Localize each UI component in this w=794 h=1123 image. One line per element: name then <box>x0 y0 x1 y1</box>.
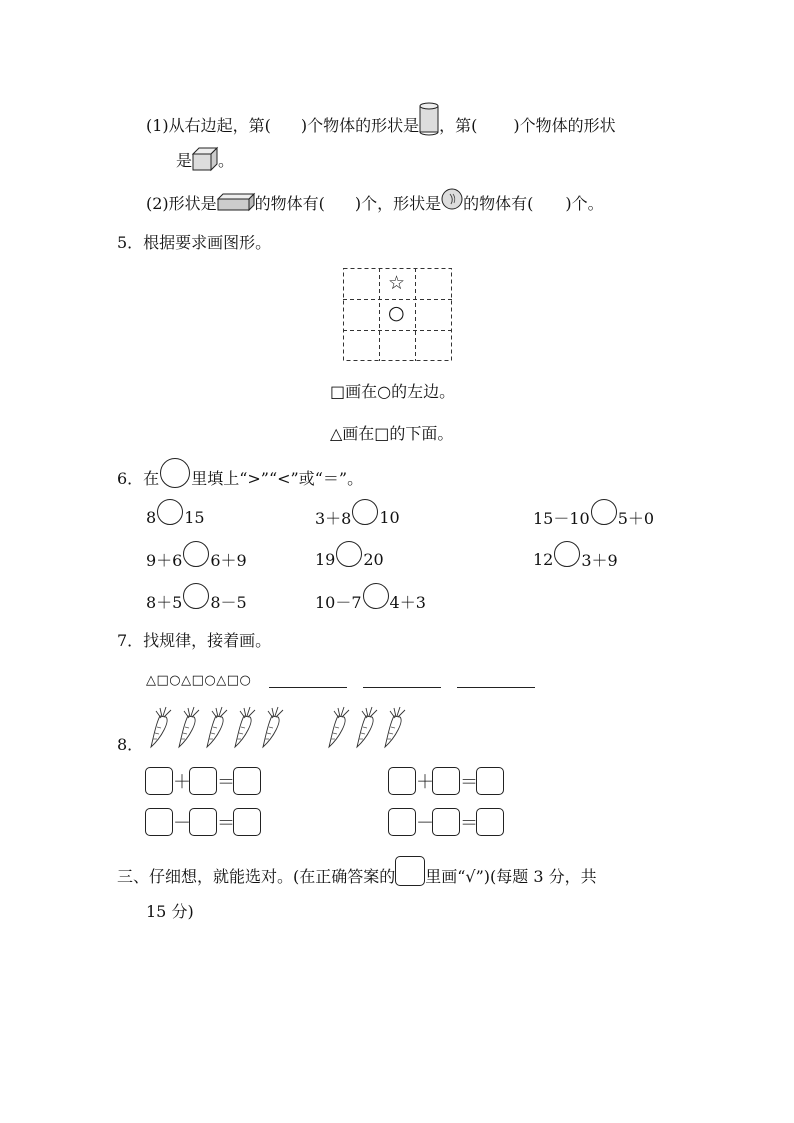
q4-p2-text-e: )个。 <box>565 193 604 213</box>
q6-item <box>146 505 205 529</box>
q4-p1-text-d: )个物体的形状 <box>513 115 616 135</box>
q6-right-expr: 4＋3 <box>389 592 426 612</box>
q6-right-expr: 20 <box>363 549 384 569</box>
answer-box[interactable] <box>476 767 504 795</box>
answer-box[interactable] <box>145 767 173 795</box>
section3-line2: 15 分) <box>146 902 194 921</box>
star-mark: ☆ <box>388 272 406 294</box>
q4-part2-line <box>146 190 604 214</box>
q8-label: 8． <box>117 735 144 754</box>
answer-circle[interactable] <box>352 499 378 525</box>
cube-icon <box>192 147 218 171</box>
q6-title <box>117 462 363 492</box>
answer-circle[interactable] <box>363 583 389 609</box>
q4-part1-line1 <box>146 112 616 136</box>
q6-title-b: 里填上“>”“<”或“＝”。 <box>191 468 364 488</box>
answer-line[interactable] <box>457 673 535 688</box>
answer-box[interactable] <box>476 808 504 836</box>
carrot-icon <box>385 707 405 747</box>
q6-title-a: 6．在 <box>117 468 160 488</box>
q4-p1-text-e: 是 <box>176 150 193 170</box>
answer-box[interactable] <box>233 808 261 836</box>
answer-box[interactable] <box>189 808 217 836</box>
q6-left-expr: 9＋6 <box>146 550 183 570</box>
answer-box[interactable] <box>432 808 460 836</box>
answer-circle[interactable] <box>183 583 209 609</box>
carrot-icon <box>263 707 283 747</box>
q6-item <box>533 505 654 529</box>
answer-box[interactable] <box>145 808 173 836</box>
cuboid-icon <box>217 193 255 211</box>
answer-box[interactable] <box>388 808 416 836</box>
q4-p2-text-a: (2)形状是 <box>146 193 217 213</box>
q4-p1-text-b: )个物体的形状是 <box>300 115 420 135</box>
q4-p1-text-c: ，第( <box>439 115 478 135</box>
carrots-illustration <box>144 703 414 749</box>
section3-text-a: 三、仔细想，就能选对。(在正确答案的 <box>117 866 396 886</box>
q4-p2-text-c: )个，形状是 <box>354 193 442 213</box>
q4-p1-text-f: 。 <box>218 150 235 170</box>
q6-right-expr: 8－5 <box>210 592 247 612</box>
answer-box[interactable] <box>233 767 261 795</box>
q4-p2-text-d: 的物体有( <box>463 193 534 213</box>
equals-sign: ＝ <box>217 813 235 834</box>
q6-left-expr: 19 <box>315 549 336 569</box>
answer-circle[interactable] <box>336 541 362 567</box>
equation-row-minus-left <box>145 807 261 837</box>
answer-box[interactable] <box>432 767 460 795</box>
carrot-icon <box>357 707 377 747</box>
equals-sign: ＝ <box>460 772 478 793</box>
q7-title: 7．找规律，接着画。 <box>117 631 272 650</box>
q4-part1-line2 <box>176 147 234 171</box>
q6-right-expr: 15 <box>184 507 205 527</box>
carrot-icon <box>235 707 255 747</box>
q5-requirement-1: □画在○的左边。 <box>330 382 456 401</box>
equation-row-minus-right <box>388 807 504 837</box>
q6-item <box>315 589 426 613</box>
answer-circle[interactable] <box>183 541 209 567</box>
q6-item <box>533 547 618 571</box>
equals-sign: ＝ <box>460 813 478 834</box>
minus-sign: － <box>173 813 191 834</box>
q7-pattern-line <box>146 668 551 692</box>
answer-box[interactable] <box>388 767 416 795</box>
q6-right-expr: 10 <box>379 507 400 527</box>
q6-left-expr: 8 <box>146 507 157 527</box>
q6-right-expr: 6＋9 <box>210 550 247 570</box>
answer-circle[interactable] <box>591 499 617 525</box>
section3-heading <box>117 860 597 890</box>
answer-circle[interactable] <box>554 541 580 567</box>
q4-p1-text-a: (1)从右边起，第( <box>146 115 271 135</box>
answer-line[interactable] <box>363 673 441 688</box>
equation-row-plus-left <box>145 766 261 796</box>
carrot-icon <box>179 707 199 747</box>
carrot-icon <box>207 707 227 747</box>
equals-sign: ＝ <box>217 772 235 793</box>
answer-line[interactable] <box>269 673 347 688</box>
plus-sign: ＋ <box>173 772 191 793</box>
plus-sign: ＋ <box>416 772 434 793</box>
q6-item <box>315 547 384 571</box>
q6-left-expr: 10－7 <box>315 592 362 612</box>
carrot-icon <box>151 707 171 747</box>
q5-requirement-2: △画在□的下面。 <box>330 424 454 443</box>
q6-left-expr: 15－10 <box>533 508 590 528</box>
pattern-sequence: △□○△□○△□○ <box>146 672 252 688</box>
section3-text-b: 里画“√”)(每题 3 分，共 <box>425 866 597 886</box>
answer-box[interactable] <box>189 767 217 795</box>
q6-right-expr: 5＋0 <box>617 508 655 528</box>
answer-circle-icon <box>160 458 190 488</box>
carrot-icon <box>329 707 349 747</box>
q6-left-expr: 3＋8 <box>315 508 352 528</box>
q5-title: 5．根据要求画图形。 <box>117 233 272 252</box>
q6-left-expr: 8＋5 <box>146 592 183 612</box>
circle-mark: ○ <box>388 302 405 324</box>
equation-row-plus-right <box>388 766 504 796</box>
q6-item <box>146 547 247 571</box>
q6-item <box>146 589 247 613</box>
minus-sign: － <box>416 813 434 834</box>
answer-circle[interactable] <box>157 499 183 525</box>
q6-right-expr: 3＋9 <box>581 550 618 570</box>
q6-item <box>315 505 400 529</box>
q6-left-expr: 12 <box>533 549 554 569</box>
sphere-icon <box>441 188 463 210</box>
cylinder-icon <box>419 102 439 136</box>
q4-p2-text-b: 的物体有( <box>254 193 325 213</box>
answer-box-icon <box>395 856 425 886</box>
